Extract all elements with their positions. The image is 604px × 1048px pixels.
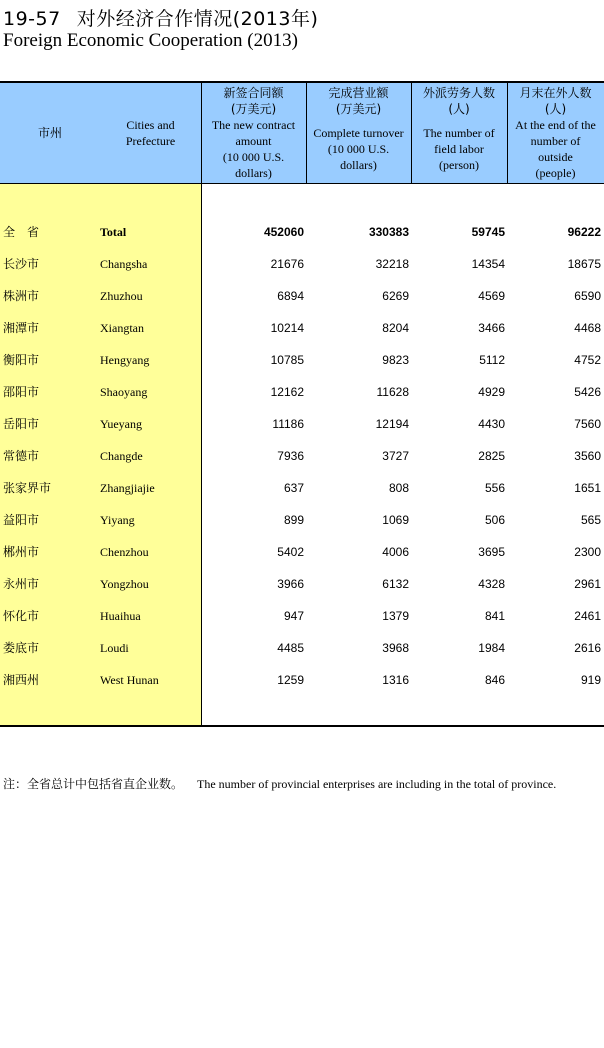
header-turnover: 完成营业额 (万美元) Complete turnover (10 000 U.S. dollars): [313, 86, 404, 172]
footnote-cn: 注：全省总计中包括省直企业数。: [3, 777, 184, 791]
table-row: 邵阳市 Shaoyang 12162 11628 4929 5426: [3, 385, 601, 399]
table-bottom-rule: [0, 725, 604, 727]
table-row: 衡阳市 Hengyang 10785 9823 5112 4752: [3, 353, 601, 367]
title-cn-text: 对外经济合作情况(2013年): [76, 8, 319, 30]
table-row: 张家界市 Zhangjiajie 637 808 556 1651: [3, 481, 601, 495]
footnote-en: The number of provincial enterprises are including in the total of province.: [197, 777, 557, 791]
table-row: 怀化市 Huaihua 947 1379 841 2461: [3, 609, 601, 623]
header-city-en: Cities and Prefecture: [125, 118, 176, 148]
table-row: 郴州市 Chenzhou 5402 4006 3695 2300: [3, 545, 601, 559]
table-row: 湘西州 West Hunan 1259 1316 846 919: [3, 673, 601, 687]
table-row: 湘潭市 Xiangtan 10214 8204 3466 4468: [3, 321, 601, 335]
header-labor: 外派劳务人数 (人) The number of field labor (person): [422, 86, 495, 172]
page-title-cn: [3, 4, 318, 31]
table-row: 岳阳市 Yueyang 11186 12194 4430 7560: [3, 417, 601, 431]
table-row: 常德市 Changde 7936 3727 2825 3560: [3, 449, 601, 463]
table-footnote: [3, 775, 556, 792]
table-row-total: 全 省 Total 452060 330383 59745 96222: [3, 225, 601, 239]
header-city-cn: 市州: [37, 126, 62, 140]
table-number: 19-57: [3, 8, 61, 30]
page-title-en: Foreign Economic Cooperation (2013): [3, 30, 298, 51]
header-contract: 新签合同额 (万美元) The new contract amount (10 000 U.S. dollars): [211, 86, 296, 180]
table-row: 永州市 Yongzhou 3966 6132 4328 2961: [3, 577, 601, 591]
table-row: 株洲市 Zhuzhou 6894 6269 4569 6590: [3, 289, 601, 303]
table-row: 娄底市 Loudi 4485 3968 1984 2616: [3, 641, 601, 655]
header-outside: 月末在外人数 (人) At the end of the number of outside (people): [515, 86, 596, 180]
data-table: [0, 81, 604, 727]
table-row: 长沙市 Changsha 21676 32218 14354 18675: [3, 257, 601, 271]
table-row: 益阳市 Yiyang 899 1069 506 565: [3, 513, 601, 527]
header-divider: [0, 183, 604, 184]
